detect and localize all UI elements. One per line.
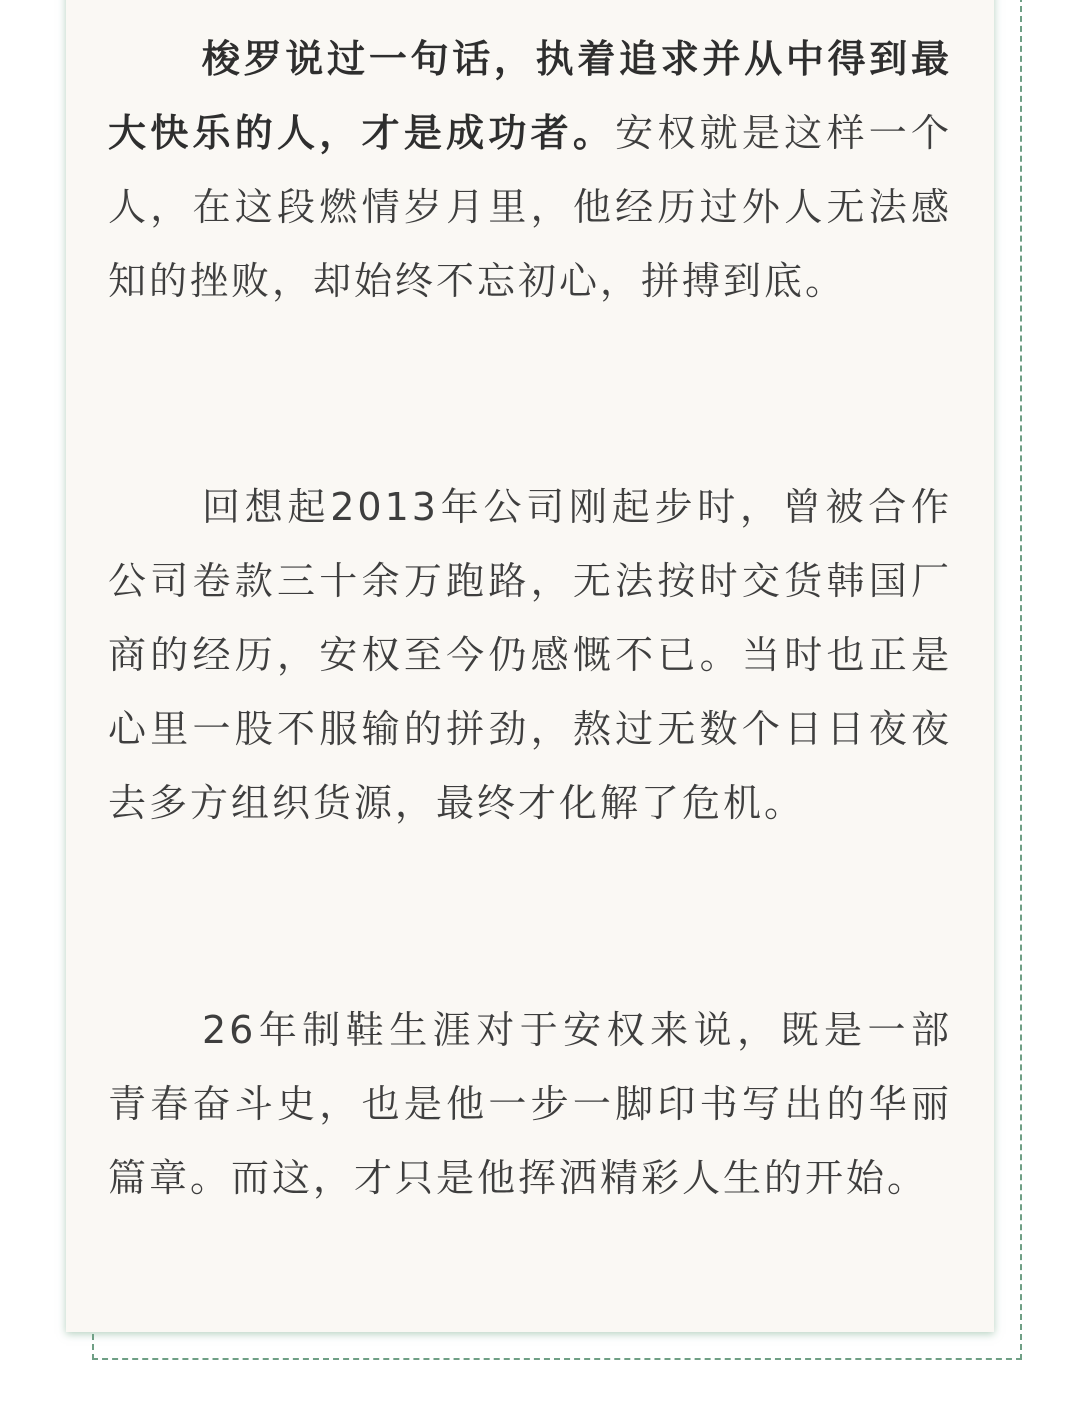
- paragraph-2013-setback: [108, 470, 952, 840]
- paragraph-text: 回想起2013年公司刚起步时，曾被合作公司卷款三十余万跑路，无法按时交货韩国厂商的经历，安权至今仍感慨不已。当时也正是心里一股不服输的拼劲，熬过无数个日日夜夜去多方组织货源，最终才化解了危机。: [108, 485, 952, 825]
- paragraph-text: 安权就是这样一个人，在这段燃情岁月里，他经历过外人无法感知的挫败，却始终不忘初心，拼搏到底。: [108, 111, 952, 303]
- paragraph-text: 26年制鞋生涯对于安权来说，既是一部青春奋斗史，也是他一步一脚印书写出的华丽篇章。而这，才只是他挥洒精彩人生的开始。: [108, 1008, 952, 1200]
- paragraph-shoemaking-career: [108, 993, 952, 1215]
- quote-bold-text: 梭罗说过一句话，执着追求并从中得到最大快乐的人，才是成功者。: [108, 37, 952, 155]
- paragraph-thoreau-quote: [108, 22, 952, 318]
